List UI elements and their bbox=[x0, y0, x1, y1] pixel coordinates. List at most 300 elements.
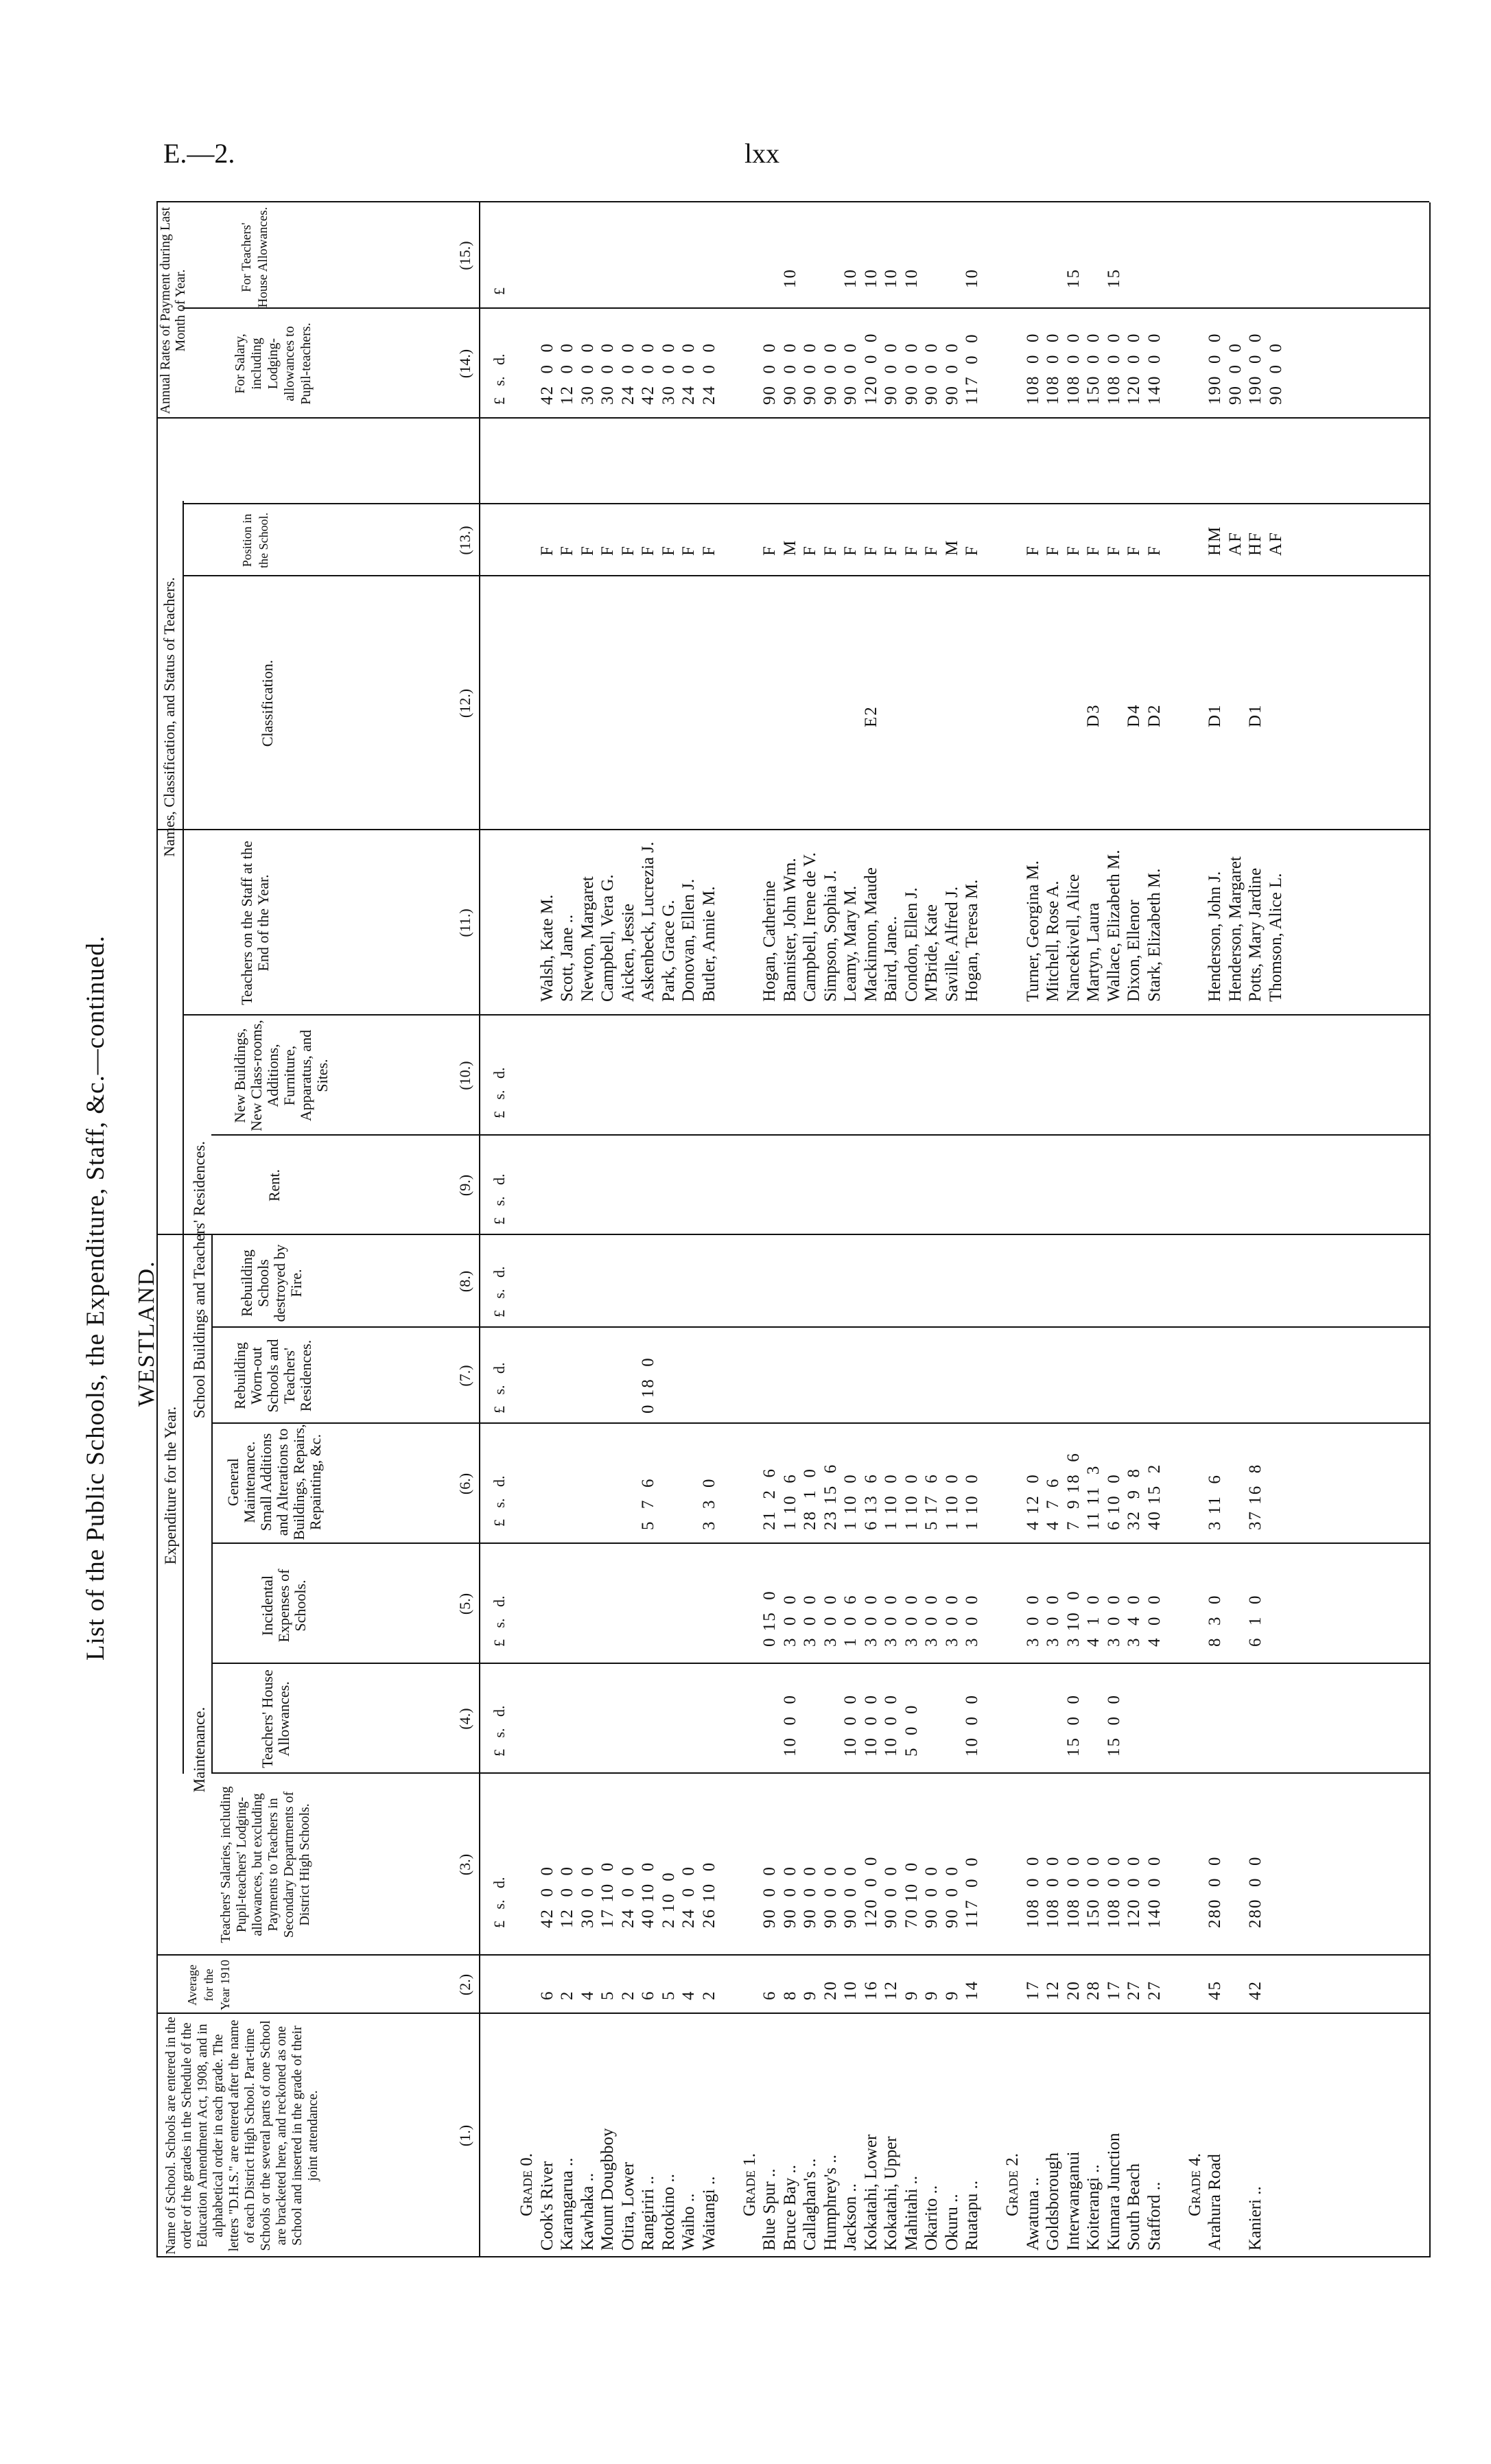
incidental-expenses: 3 0 0 bbox=[963, 1594, 981, 1647]
school-name: Kanieri .. bbox=[1246, 2186, 1265, 2251]
teacher-name: Newton, Margaret bbox=[578, 876, 597, 1002]
table-row bbox=[942, 342, 963, 2257]
teacher-name: Aicken, Jessie bbox=[618, 903, 637, 1002]
school-name: Blue Spur .. bbox=[760, 2168, 779, 2251]
table-row bbox=[841, 268, 861, 2257]
header-incidental: Incidental Expenses of Schools. bbox=[259, 1569, 309, 1643]
classification: D1 bbox=[1246, 703, 1265, 727]
position: F bbox=[598, 545, 617, 556]
school-name: Otira, Lower bbox=[618, 2161, 637, 2251]
average-attendance: 5 bbox=[598, 1990, 617, 2000]
group-rates: Annual Rates of Payment during Last Month of Year. bbox=[158, 207, 188, 414]
salary-rate: 42 0 0 bbox=[639, 342, 657, 405]
unit-lsd: £ s. d. bbox=[491, 1173, 508, 1225]
average-attendance: 6 bbox=[639, 1990, 657, 2000]
page-header-left: E.—2. bbox=[163, 138, 235, 169]
section-spacer bbox=[983, 2153, 1003, 2257]
table-row bbox=[1266, 342, 1287, 2257]
house-rate: 10 bbox=[841, 268, 860, 288]
general-maintenance: 6 13 6 bbox=[861, 1473, 880, 1530]
table-row bbox=[659, 342, 679, 2257]
position: F bbox=[618, 545, 637, 556]
salary-rate: 150 0 0 bbox=[1084, 332, 1103, 405]
school-name: Karangarua .. bbox=[558, 2157, 576, 2251]
table-row bbox=[780, 268, 801, 2257]
position: AF bbox=[1266, 531, 1285, 556]
average-attendance: 6 bbox=[537, 1990, 556, 2000]
average-attendance: 12 bbox=[1044, 1980, 1062, 2000]
position: F bbox=[821, 545, 840, 556]
col-number: (10.) bbox=[456, 1061, 473, 1090]
header-house-rate: For Teachers' House Allowances. bbox=[239, 207, 270, 308]
house-allowance: 10 0 0 bbox=[841, 1694, 860, 1757]
average-attendance: 45 bbox=[1206, 1980, 1224, 2000]
house-rate: 10 bbox=[861, 268, 880, 288]
position: F bbox=[1125, 545, 1143, 556]
position: F bbox=[841, 545, 860, 556]
position: F bbox=[760, 545, 779, 556]
teacher-salaries: 90 0 0 bbox=[942, 1866, 961, 1928]
school-name: South Beach bbox=[1125, 2163, 1143, 2251]
classification: D1 bbox=[1206, 703, 1224, 727]
position: F bbox=[1144, 545, 1164, 556]
house-rate: 10 bbox=[902, 268, 921, 288]
incidental-expenses: 3 0 0 bbox=[821, 1594, 840, 1647]
teacher-salaries: 24 0 0 bbox=[679, 1866, 698, 1928]
teacher-name: Mitchell, Rose A. bbox=[1044, 880, 1062, 1002]
table-row bbox=[1225, 342, 1246, 2257]
teacher-salaries: 40 10 0 bbox=[639, 1861, 657, 1928]
section-spacer bbox=[1164, 2153, 1185, 2257]
col-number: (11.) bbox=[456, 908, 473, 937]
salary-rate: 90 0 0 bbox=[922, 342, 941, 405]
salary-rate: 120 0 0 bbox=[1125, 332, 1143, 405]
incidental-expenses: 3 0 0 bbox=[922, 1594, 941, 1647]
position: F bbox=[1044, 545, 1062, 556]
teacher-salaries: 280 0 0 bbox=[1246, 1855, 1265, 1928]
teacher-name: Hogan, Catherine bbox=[760, 880, 779, 1002]
table-row bbox=[902, 268, 922, 2257]
teacher-salaries: 17 10 0 bbox=[598, 1861, 617, 1928]
salary-rate: 30 0 0 bbox=[598, 342, 617, 405]
position: F bbox=[902, 545, 921, 556]
teacher-name: Henderson, John J. bbox=[1206, 871, 1224, 1002]
salary-rate: 90 0 0 bbox=[1266, 342, 1285, 405]
rebuilding-worn-out: 0 18 0 bbox=[639, 1357, 657, 1413]
average-attendance: 14 bbox=[963, 1980, 981, 2000]
group-buildings: School Buildings and Teachers' Residences. bbox=[191, 1141, 208, 1418]
school-name: Mount Dougbboy bbox=[598, 2128, 617, 2251]
table-row bbox=[1245, 332, 1266, 2257]
col-number: (4.) bbox=[456, 1708, 473, 1730]
salary-rate: 90 0 0 bbox=[942, 342, 961, 405]
col-number: (9.) bbox=[456, 1174, 473, 1197]
teacher-salaries: 90 0 0 bbox=[821, 1866, 840, 1928]
col-number: (3.) bbox=[456, 1853, 473, 1876]
position: F bbox=[1023, 545, 1042, 556]
teacher-name: Park, Grace G. bbox=[659, 900, 678, 1002]
school-name: Waiho .. bbox=[679, 2193, 698, 2251]
school-name: Okarito .. bbox=[922, 2185, 941, 2251]
position: AF bbox=[1225, 531, 1245, 556]
grade-heading: Grade 1. bbox=[740, 2152, 759, 2216]
teacher-salaries: 90 0 0 bbox=[801, 1866, 819, 1928]
incidental-expenses: 3 10 0 bbox=[1064, 1590, 1083, 1647]
average-attendance: 42 bbox=[1246, 1980, 1265, 2000]
average-attendance: 9 bbox=[942, 1990, 961, 2000]
header-teachers: Teachers on the Staff at the End of the Year. bbox=[238, 841, 272, 1005]
table-row bbox=[598, 342, 618, 2257]
general-maintenance: 21 2 6 bbox=[760, 1468, 779, 1530]
col-number: (5.) bbox=[456, 1593, 473, 1615]
header-new-buildings: New Buildings, New Class-rooms, Additions, Furniture, Apparatus, and Sites. bbox=[231, 1020, 331, 1131]
general-maintenance: 37 16 8 bbox=[1246, 1463, 1265, 1530]
school-name: Humphrey's .. bbox=[821, 2155, 840, 2251]
teacher-name: Hogan, Teresa M. bbox=[963, 879, 981, 1002]
header-house-allowances: Teachers' House Allowances. bbox=[259, 1669, 292, 1768]
school-name: Rangiriri .. bbox=[639, 2175, 657, 2251]
average-attendance: 12 bbox=[882, 1980, 900, 2000]
average-attendance: 28 bbox=[1084, 1980, 1103, 2000]
incidental-expenses: 3 0 0 bbox=[882, 1594, 900, 1647]
incidental-expenses: 3 0 0 bbox=[1104, 1594, 1123, 1647]
salary-rate: 90 0 0 bbox=[902, 342, 921, 405]
salary-rate: 30 0 0 bbox=[659, 342, 678, 405]
teacher-salaries: 24 0 0 bbox=[618, 1866, 637, 1928]
teacher-salaries: 90 0 0 bbox=[841, 1866, 860, 1928]
col-number: (14.) bbox=[456, 349, 473, 379]
salary-rate: 108 0 0 bbox=[1044, 332, 1062, 405]
position: HM bbox=[1206, 525, 1224, 556]
average-attendance: 2 bbox=[558, 1990, 576, 2000]
group-maintenance: Maintenance. bbox=[191, 1706, 208, 1793]
unit-lsd: £ s. d. bbox=[491, 1067, 508, 1118]
general-maintenance: 32 9 8 bbox=[1125, 1468, 1143, 1530]
teacher-salaries: 90 0 0 bbox=[882, 1866, 900, 1928]
table-row bbox=[699, 342, 720, 2257]
incidental-expenses: 4 1 0 bbox=[1084, 1594, 1103, 1647]
average-attendance: 20 bbox=[1064, 1980, 1083, 2000]
col-number: (12.) bbox=[456, 688, 473, 718]
teacher-name: Simpson, Sophia J. bbox=[821, 870, 840, 1002]
table-row bbox=[821, 342, 841, 2257]
header-rebuilding-worn: Rebuilding Worn-out Schools and Teachers' Residences. bbox=[231, 1339, 314, 1413]
unit-lsd: £ s. d. bbox=[491, 1705, 508, 1757]
teacher-name: Campbell, Vera G. bbox=[598, 874, 617, 1002]
incidental-expenses: 6 1 0 bbox=[1246, 1594, 1265, 1647]
salary-rate: 90 0 0 bbox=[821, 342, 840, 405]
grade-heading: Grade 2. bbox=[1003, 2152, 1022, 2216]
teacher-salaries: 12 0 0 bbox=[558, 1866, 576, 1928]
teacher-salaries: 108 0 0 bbox=[1104, 1855, 1123, 1928]
table-row bbox=[881, 268, 902, 2257]
position: F bbox=[963, 545, 981, 556]
unit-lsd: £ s. d. bbox=[491, 1877, 508, 1928]
salary-rate: 24 0 0 bbox=[679, 342, 698, 405]
col-number: (13.) bbox=[456, 526, 473, 555]
salary-rate: 90 0 0 bbox=[1225, 342, 1245, 405]
table-row bbox=[921, 342, 942, 2257]
salary-rate: 190 0 0 bbox=[1206, 332, 1224, 405]
classification: E2 bbox=[861, 705, 880, 727]
table-row bbox=[1104, 268, 1125, 2257]
unit-lsd: £ s. d. bbox=[491, 1362, 508, 1413]
teacher-name: Scott, Jane .. bbox=[558, 914, 576, 1002]
col-number: (6.) bbox=[456, 1472, 473, 1495]
general-maintenance: 1 10 0 bbox=[841, 1473, 860, 1530]
incidental-expenses: 3 0 0 bbox=[942, 1594, 961, 1647]
position: F bbox=[861, 545, 880, 556]
salary-rate: 24 0 0 bbox=[699, 342, 718, 405]
col-number: (8.) bbox=[456, 1270, 473, 1293]
incidental-expenses: 0 15 0 bbox=[760, 1590, 779, 1647]
position: F bbox=[558, 545, 576, 556]
header-classification: Classification. bbox=[259, 659, 276, 747]
general-maintenance: 40 15 2 bbox=[1144, 1463, 1164, 1530]
average-attendance: 8 bbox=[780, 1990, 799, 2000]
incidental-expenses: 3 4 0 bbox=[1125, 1594, 1143, 1647]
average-attendance: 6 bbox=[760, 1990, 779, 2000]
average-attendance: 27 bbox=[1144, 1980, 1164, 2000]
incidental-expenses: 8 3 0 bbox=[1206, 1594, 1224, 1647]
average-attendance: 20 bbox=[821, 1980, 840, 2000]
average-attendance: 27 bbox=[1125, 1980, 1143, 2000]
teacher-name: Wallace, Elizabeth M. bbox=[1104, 849, 1123, 1002]
position: F bbox=[679, 545, 698, 556]
teacher-name: Thomson, Alice L. bbox=[1266, 873, 1285, 1002]
school-name: Cook's River bbox=[537, 2161, 556, 2251]
col-number: (1.) bbox=[456, 2124, 473, 2147]
school-name: Kokatahi, Upper bbox=[882, 2136, 900, 2251]
salary-rate: 108 0 0 bbox=[1023, 332, 1042, 405]
page-number: lxx bbox=[744, 138, 780, 169]
group-names: Names, Classification, and Status of Teachers. bbox=[161, 577, 178, 857]
school-name: Ruatapu .. bbox=[963, 2180, 981, 2251]
average-attendance: 10 bbox=[841, 1980, 860, 2000]
salary-rate: 140 0 0 bbox=[1144, 332, 1164, 405]
general-maintenance: 28 1 0 bbox=[801, 1468, 819, 1530]
salary-rate: 90 0 0 bbox=[841, 342, 860, 405]
average-attendance: 17 bbox=[1023, 1980, 1042, 2000]
teacher-salaries: 140 0 0 bbox=[1144, 1855, 1164, 1928]
teacher-salaries: 150 0 0 bbox=[1084, 1855, 1103, 1928]
teacher-name: Leamy, Mary M. bbox=[841, 885, 860, 1002]
col-number: (7.) bbox=[456, 1365, 473, 1387]
teacher-salaries: 280 0 0 bbox=[1206, 1855, 1224, 1928]
general-maintenance: 3 11 6 bbox=[1206, 1474, 1224, 1530]
school-name: Goldsborough bbox=[1044, 2152, 1062, 2251]
classification: D3 bbox=[1084, 703, 1103, 727]
house-allowance: 5 0 0 bbox=[902, 1704, 921, 1757]
average-attendance: 2 bbox=[618, 1990, 637, 2000]
salary-rate: 42 0 0 bbox=[537, 342, 556, 405]
salary-rate: 90 0 0 bbox=[882, 342, 900, 405]
header-average: Average for the Year 1910 bbox=[185, 1960, 232, 2010]
position: F bbox=[578, 545, 597, 556]
unit-pound: £ bbox=[491, 288, 508, 295]
house-rate: 10 bbox=[780, 268, 799, 288]
teacher-name: Campbell, Irene de V. bbox=[801, 852, 819, 1002]
teacher-salaries: 108 0 0 bbox=[1023, 1855, 1042, 1928]
grade-heading: Grade 0. bbox=[517, 2152, 536, 2216]
col-number: (2.) bbox=[456, 1973, 473, 1996]
table-row bbox=[618, 342, 639, 2257]
school-name: Kumara Junction bbox=[1104, 2133, 1123, 2251]
teacher-name: Walsh, Kate M. bbox=[537, 894, 556, 1002]
house-allowance: 10 0 0 bbox=[963, 1694, 981, 1757]
school-name: Bruce Bay .. bbox=[780, 2165, 799, 2251]
unit-lsd: £ s. d. bbox=[491, 353, 508, 405]
header-rent: Rent. bbox=[266, 1169, 283, 1202]
general-maintenance: 1 10 0 bbox=[882, 1473, 900, 1530]
teacher-name: Henderson, Margaret bbox=[1225, 856, 1245, 1002]
table-row bbox=[1144, 332, 1165, 2257]
general-maintenance: 23 15 6 bbox=[821, 1463, 840, 1530]
classification: D2 bbox=[1144, 703, 1164, 727]
header-school-name: Name of School. Schools are entered in the order of the grades in the Schedule of the Education Amendment Act, 1908, and in alphabetical order in each grade. The letters "D.H.S." are entered after the name of each District High School. Part-time Schools or the several parts of one School are bracketed here, and reckoned as one School and inserted in the grade of their joint attendance. bbox=[163, 2017, 320, 2255]
unit-lsd: £ s. d. bbox=[491, 1266, 508, 1317]
teacher-salaries: 42 0 0 bbox=[537, 1866, 556, 1928]
position: HF bbox=[1246, 531, 1265, 556]
header-rebuilding-fire: Rebuilding Schools destroyed by Fire. bbox=[238, 1244, 305, 1322]
table-row bbox=[760, 342, 780, 2257]
region-title: WESTLAND. bbox=[134, 1260, 159, 1407]
position: F bbox=[1104, 545, 1123, 556]
table-row bbox=[638, 342, 659, 2257]
table-row bbox=[537, 342, 558, 2257]
grade-heading: Grade 4. bbox=[1185, 2152, 1204, 2216]
teacher-name: Saville, Alfred J. bbox=[942, 886, 961, 1002]
table-row bbox=[1023, 332, 1044, 2257]
position: M bbox=[942, 539, 961, 556]
teacher-name: Baird, Jane.. bbox=[882, 916, 900, 1002]
teacher-salaries: 30 0 0 bbox=[578, 1866, 597, 1928]
teacher-name: Turner, Georgina M. bbox=[1023, 860, 1042, 1002]
incidental-expenses: 3 0 0 bbox=[801, 1594, 819, 1647]
teacher-name: Mackinnon, Maude bbox=[861, 867, 880, 1002]
house-rate: 10 bbox=[963, 268, 981, 288]
teacher-salaries: 90 0 0 bbox=[922, 1866, 941, 1928]
school-name: Kawhaka .. bbox=[578, 2172, 597, 2251]
salary-rate: 30 0 0 bbox=[578, 342, 597, 405]
position: F bbox=[1084, 545, 1103, 556]
unit-lsd: £ s. d. bbox=[491, 1595, 508, 1647]
teacher-name: M'Bride, Kate bbox=[922, 904, 941, 1002]
table-row bbox=[557, 342, 578, 2257]
general-maintenance: 1 10 0 bbox=[963, 1473, 981, 1530]
classification: D4 bbox=[1125, 703, 1143, 727]
incidental-expenses: 3 0 0 bbox=[861, 1594, 880, 1647]
house-allowance: 10 0 0 bbox=[882, 1694, 900, 1757]
general-maintenance: 6 10 0 bbox=[1104, 1473, 1123, 1530]
school-name: Awatuna .. bbox=[1023, 2177, 1042, 2251]
school-name: Arahura Road bbox=[1206, 2154, 1224, 2251]
average-attendance: 2 bbox=[699, 1990, 718, 2000]
col-number: (15.) bbox=[456, 241, 473, 270]
page-title: List of the Public Schools, the Expenditure, Staff, &c.—continued. bbox=[82, 935, 110, 1661]
school-name: Kokatahi, Lower bbox=[861, 2134, 880, 2251]
salary-rate: 12 0 0 bbox=[558, 342, 576, 405]
general-maintenance: 4 12 0 bbox=[1023, 1473, 1042, 1530]
average-attendance: 9 bbox=[801, 1990, 819, 2000]
teacher-name: Bannister, John Wm. bbox=[780, 858, 799, 1002]
average-attendance: 5 bbox=[659, 1990, 678, 2000]
house-allowance: 10 0 0 bbox=[861, 1694, 880, 1757]
position: F bbox=[537, 545, 556, 556]
position: F bbox=[882, 545, 900, 556]
teacher-name: Donovan, Ellen J. bbox=[679, 878, 698, 1002]
table-row bbox=[1205, 332, 1225, 2257]
teacher-salaries: 117 0 0 bbox=[963, 1856, 981, 1928]
general-maintenance: 1 10 6 bbox=[780, 1473, 799, 1530]
school-name: Waitangi .. bbox=[699, 2176, 718, 2251]
incidental-expenses: 3 0 0 bbox=[780, 1594, 799, 1647]
teacher-name: Martyn, Laura bbox=[1084, 902, 1103, 1002]
unit-lsd: £ s. d. bbox=[491, 1475, 508, 1527]
house-allowance: 15 0 0 bbox=[1104, 1694, 1123, 1757]
salary-rate: 108 0 0 bbox=[1104, 332, 1123, 405]
schools-table bbox=[156, 202, 1429, 2257]
table-row bbox=[861, 268, 882, 2257]
teacher-salaries: 108 0 0 bbox=[1064, 1855, 1083, 1928]
average-attendance: 9 bbox=[902, 1990, 921, 2000]
general-maintenance: 1 10 0 bbox=[902, 1473, 921, 1530]
teacher-salaries: 120 0 0 bbox=[861, 1855, 880, 1928]
general-maintenance: 11 11 3 bbox=[1084, 1464, 1103, 1530]
teacher-name: Butler, Annie M. bbox=[699, 886, 718, 1002]
teacher-name: Stark, Elizabeth M. bbox=[1144, 868, 1164, 1002]
table-row bbox=[1064, 268, 1084, 2257]
school-name: Koiterangi .. bbox=[1084, 2164, 1103, 2251]
school-name: Interwanganui bbox=[1064, 2151, 1083, 2251]
position: F bbox=[1064, 545, 1083, 556]
table-row bbox=[578, 342, 598, 2257]
salary-rate: 90 0 0 bbox=[801, 342, 819, 405]
table-row bbox=[1043, 332, 1064, 2257]
salary-rate: 117 0 0 bbox=[963, 333, 981, 405]
school-name: Callaghan's .. bbox=[801, 2158, 819, 2251]
group-expenditure: Expenditure for the Year. bbox=[162, 1406, 179, 1565]
incidental-expenses: 3 0 0 bbox=[1044, 1594, 1062, 1647]
header-salary-rate: For Salary, including Lodging-allowances to Pupil-teachers. bbox=[233, 322, 314, 405]
position: F bbox=[801, 545, 819, 556]
teacher-salaries: 108 0 0 bbox=[1044, 1855, 1062, 1928]
school-name: Jackson .. bbox=[841, 2183, 860, 2251]
salary-rate: 90 0 0 bbox=[760, 342, 779, 405]
teacher-name: Condon, Ellen J. bbox=[902, 887, 921, 1002]
header-salaries: Teachers' Salaries, including Pupil-teachers' Lodging-allowances, but excluding Payments to Teachers in Secondary Departments of District High Schools. bbox=[218, 1786, 312, 1943]
table-row bbox=[1083, 332, 1104, 2257]
general-maintenance: 5 17 6 bbox=[922, 1473, 941, 1530]
salary-rate: 190 0 0 bbox=[1246, 332, 1265, 405]
average-attendance: 4 bbox=[578, 1990, 597, 2000]
table-row bbox=[800, 342, 821, 2257]
house-allowance: 10 0 0 bbox=[780, 1694, 799, 1757]
general-maintenance: 5 7 6 bbox=[639, 1477, 657, 1530]
teacher-name: Dixon, Ellenor bbox=[1125, 900, 1143, 1002]
salary-rate: 120 0 0 bbox=[861, 332, 880, 405]
position: F bbox=[699, 545, 718, 556]
position: M bbox=[780, 539, 799, 556]
teacher-salaries: 120 0 0 bbox=[1125, 1855, 1143, 1928]
incidental-expenses: 4 0 0 bbox=[1144, 1594, 1164, 1647]
position: F bbox=[659, 545, 678, 556]
school-name: Mahitahi .. bbox=[902, 2175, 921, 2251]
general-maintenance: 7 9 18 6 bbox=[1064, 1452, 1083, 1530]
salary-rate: 108 0 0 bbox=[1064, 332, 1083, 405]
table-row bbox=[962, 268, 983, 2257]
average-attendance: 4 bbox=[679, 1990, 698, 2000]
